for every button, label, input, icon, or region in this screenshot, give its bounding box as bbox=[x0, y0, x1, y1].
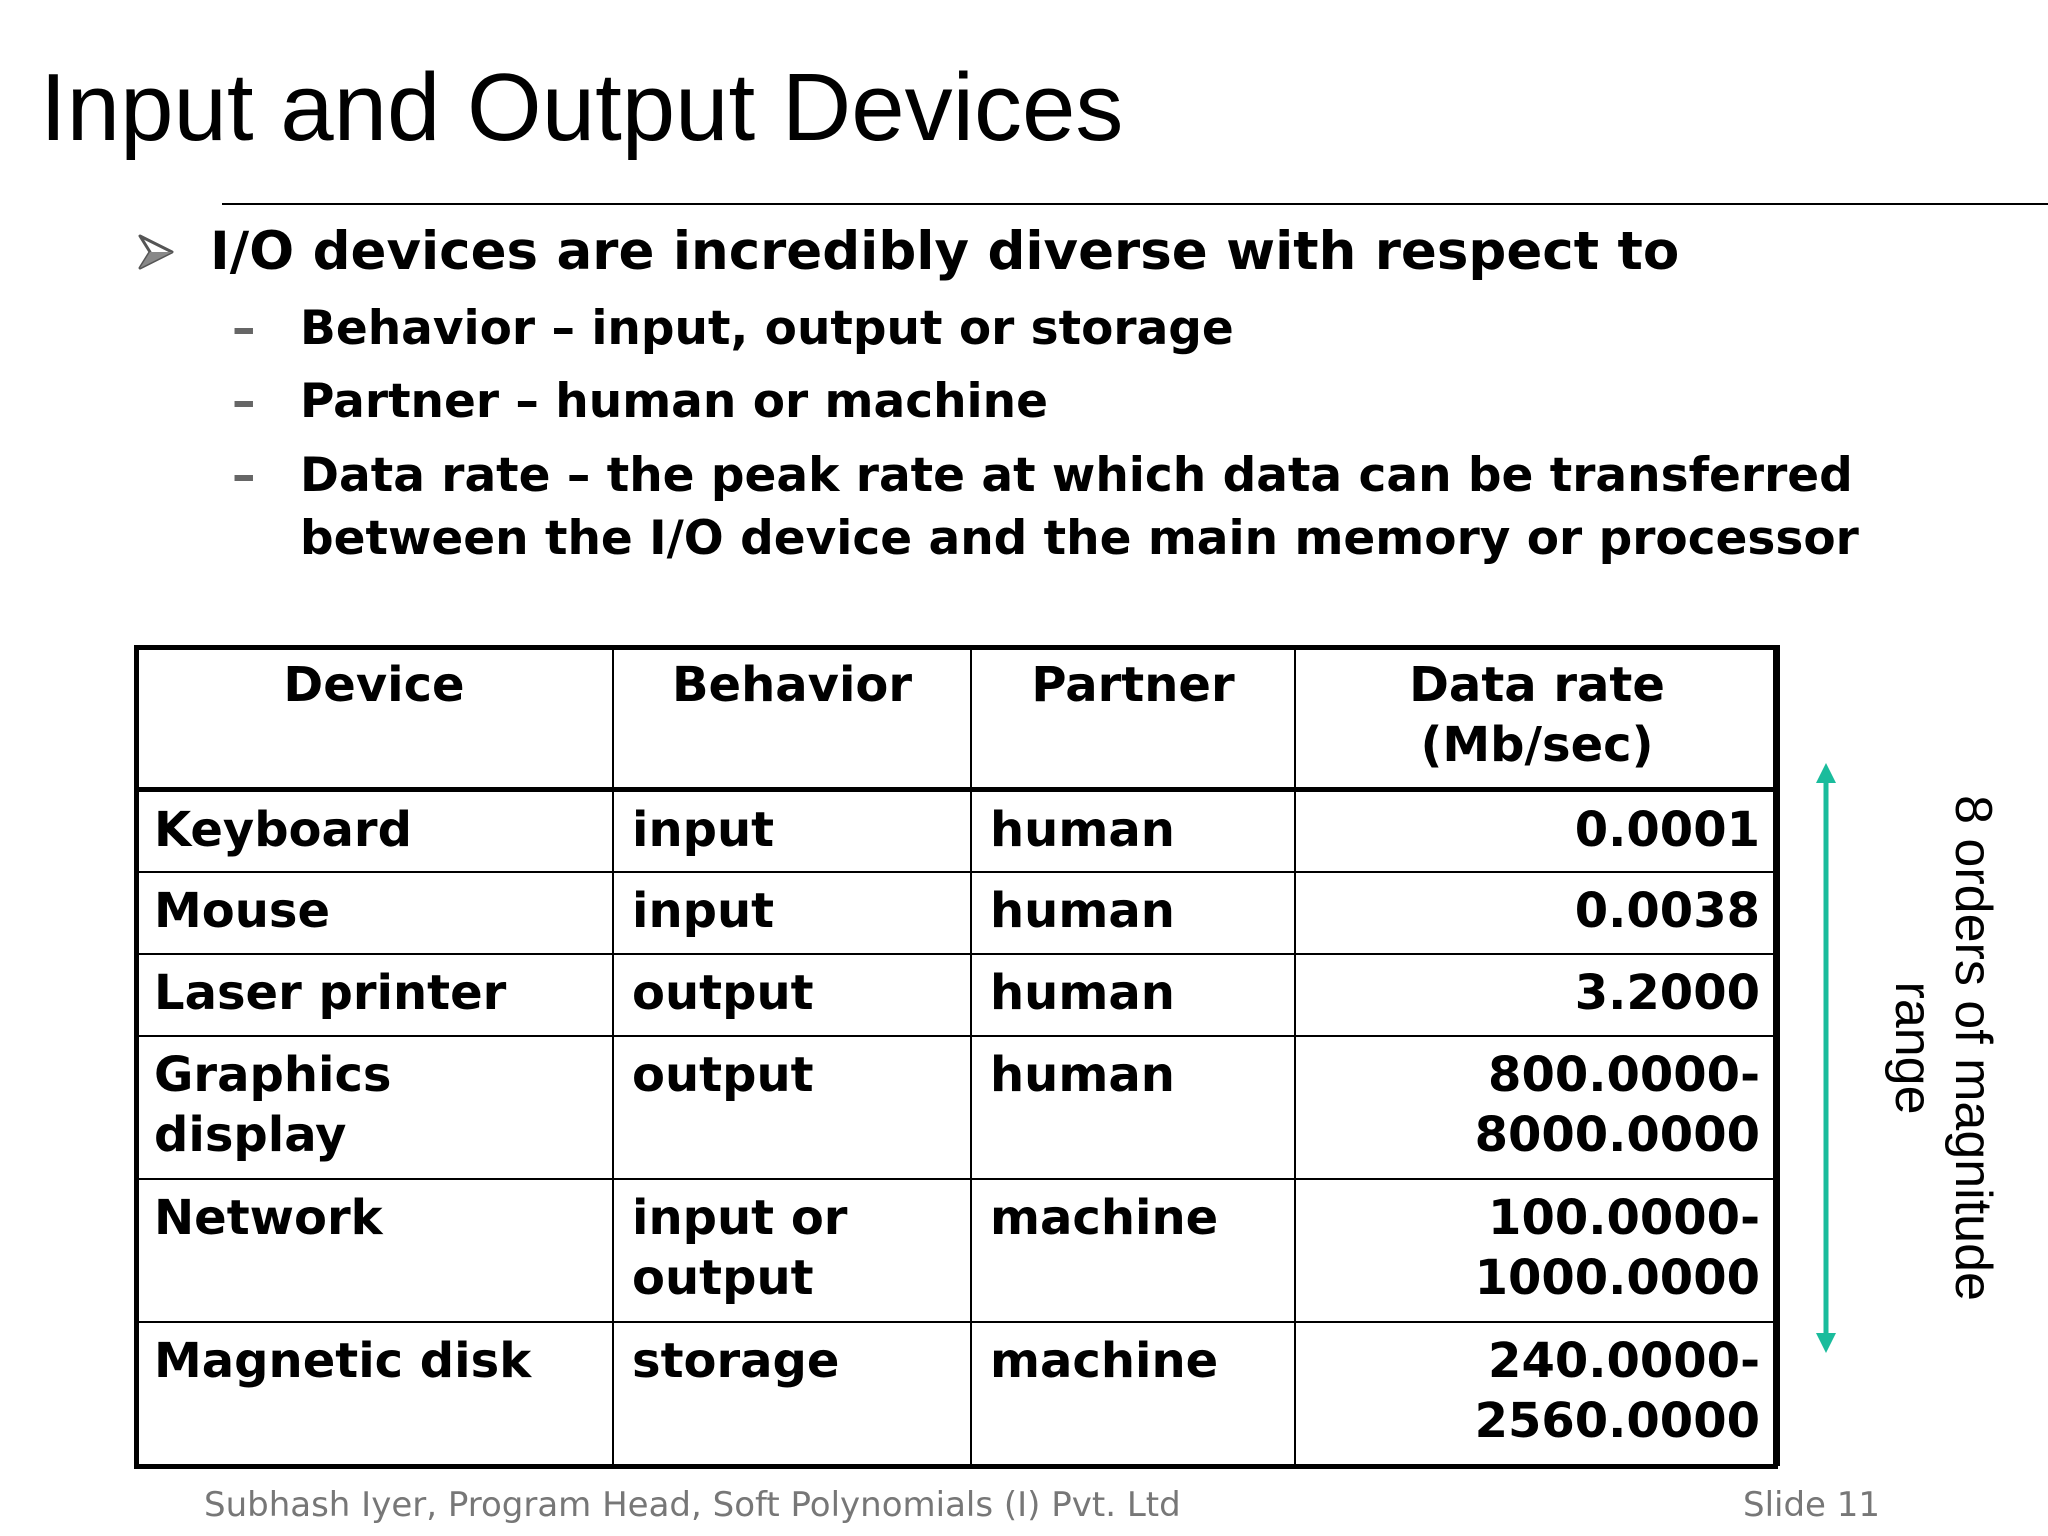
header-behavior: Behavior bbox=[613, 646, 971, 790]
table-row bbox=[135, 954, 1779, 1036]
footer-author: Subhash Iyer, Program Head, Soft Polynomials (I) Pvt. Ltd bbox=[204, 1485, 1181, 1525]
data-rate-line2: 8000.0000 bbox=[1474, 1106, 1760, 1163]
cell-device: Network bbox=[135, 1179, 613, 1322]
cell-data-rate bbox=[1295, 1322, 1779, 1465]
arrowhead-bullet-icon bbox=[136, 232, 176, 272]
data-rate-line1: 240.0000- bbox=[1488, 1332, 1760, 1389]
sub-bullet-text: Partner – human or machine bbox=[300, 374, 1049, 429]
table-row bbox=[135, 1036, 1779, 1179]
header-data-rate-line2: (Mb/sec) bbox=[1420, 717, 1654, 773]
cell-behavior: output bbox=[613, 1036, 971, 1179]
magnitude-range-line1: 8 orders of magnitude bbox=[1944, 795, 2002, 1301]
cell-data-rate bbox=[1295, 1036, 1779, 1179]
title-divider bbox=[222, 203, 2048, 205]
footer-slide-number: Slide 11 bbox=[1743, 1485, 1881, 1525]
cell-behavior: input bbox=[613, 872, 971, 954]
header-data-rate-line1: Data rate bbox=[1409, 657, 1665, 713]
table-row bbox=[135, 790, 1779, 872]
cell-data-rate: 3.2000 bbox=[1295, 954, 1779, 1036]
table-row bbox=[135, 1322, 1779, 1465]
table-header-row bbox=[135, 646, 1779, 790]
cell-behavior: input bbox=[613, 790, 971, 872]
cell-data-rate: 0.0038 bbox=[1295, 872, 1779, 954]
cell-partner: machine bbox=[971, 1179, 1295, 1322]
cell-behavior: output bbox=[613, 954, 971, 1036]
header-device: Device bbox=[135, 646, 613, 790]
data-rate-line2: 1000.0000 bbox=[1474, 1249, 1760, 1306]
slide-title: Input and Output Devices bbox=[40, 54, 1124, 161]
main-bullet-text: I/O devices are incredibly diverse with respect to bbox=[210, 221, 1680, 282]
cell-partner: human bbox=[971, 954, 1295, 1036]
data-rate-line2: 2560.0000 bbox=[1474, 1392, 1760, 1449]
cell-device: Magnetic disk bbox=[135, 1322, 613, 1465]
behavior-line2: output bbox=[632, 1249, 814, 1306]
sub-bullet-text-line2: between the I/O device and the main memory or processor bbox=[300, 511, 1859, 566]
cell-behavior bbox=[613, 1179, 971, 1322]
cell-device: Graphics display bbox=[135, 1036, 613, 1179]
data-rate-line1: 100.0000- bbox=[1488, 1189, 1760, 1246]
table-row bbox=[135, 1179, 1779, 1322]
double-arrow-icon bbox=[1806, 763, 1846, 1353]
cell-partner: human bbox=[971, 1036, 1295, 1179]
data-rate-line1: 800.0000- bbox=[1488, 1046, 1760, 1103]
sub-bullet-dash: – bbox=[232, 301, 256, 356]
cell-partner: machine bbox=[971, 1322, 1295, 1465]
table-row bbox=[135, 872, 1779, 954]
cell-data-rate bbox=[1295, 1179, 1779, 1322]
cell-device: Mouse bbox=[135, 872, 613, 954]
cell-behavior: storage bbox=[613, 1322, 971, 1465]
behavior-line1: input or bbox=[632, 1189, 848, 1246]
cell-partner: human bbox=[971, 872, 1295, 954]
io-devices-table bbox=[134, 645, 1780, 1466]
magnitude-range-label bbox=[1843, 793, 2003, 1303]
sub-bullet-text: Behavior – input, output or storage bbox=[300, 301, 1234, 356]
cell-device: Keyboard bbox=[135, 790, 613, 872]
header-partner: Partner bbox=[971, 646, 1295, 790]
magnitude-range-line2: range bbox=[1884, 981, 1942, 1115]
header-data-rate bbox=[1295, 646, 1779, 790]
cell-device: Laser printer bbox=[135, 954, 613, 1036]
sub-bullet-text-line1: Data rate – the peak rate at which data can be transferred bbox=[300, 448, 1853, 503]
sub-bullet-dash: – bbox=[232, 374, 256, 429]
cell-data-rate: 0.0001 bbox=[1295, 790, 1779, 872]
cell-partner: human bbox=[971, 790, 1295, 872]
sub-bullet-dash: – bbox=[232, 448, 256, 503]
